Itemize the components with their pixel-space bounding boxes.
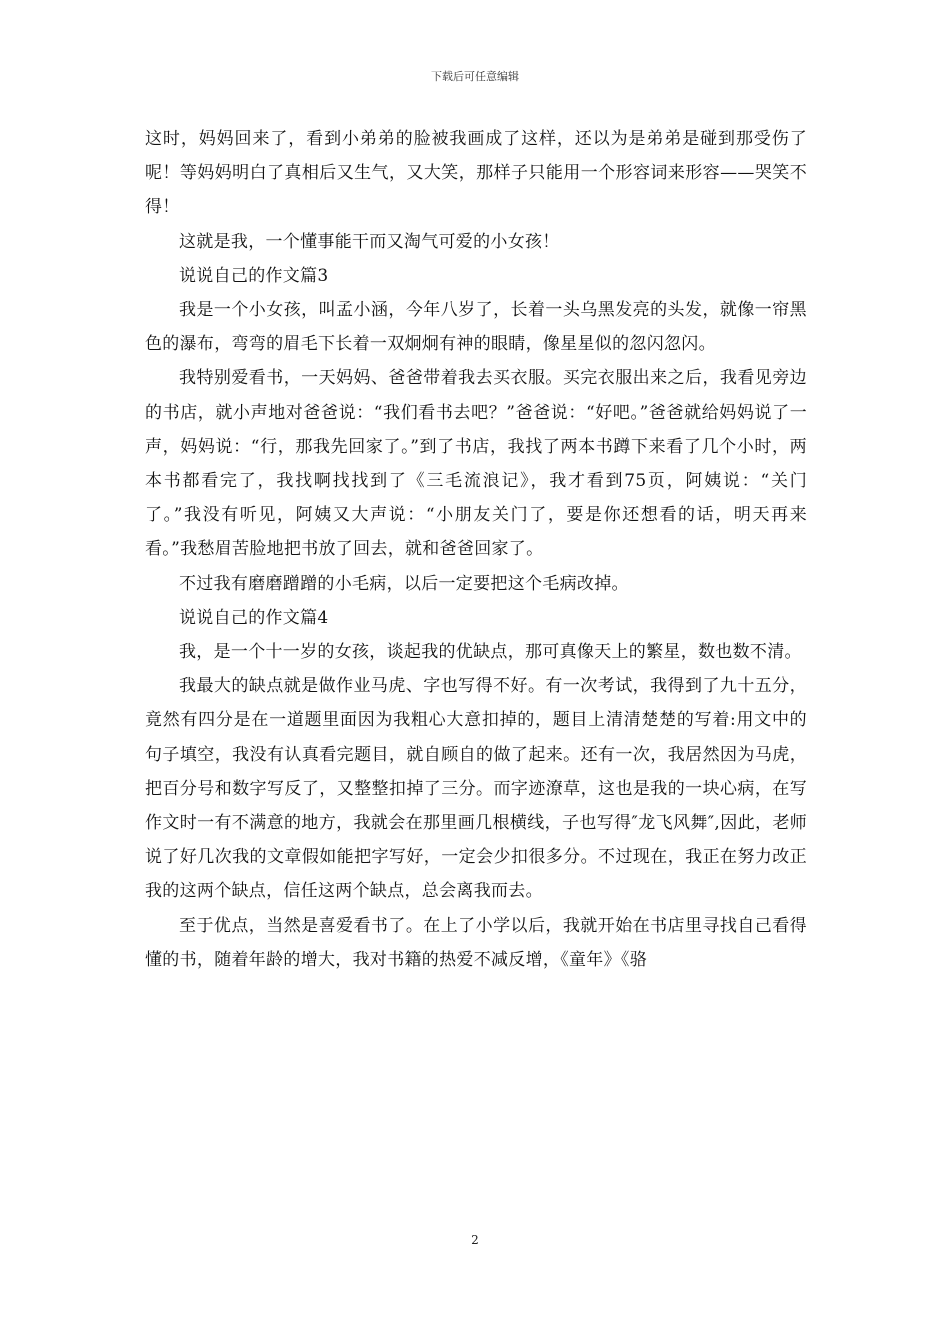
paragraph-7: 我最大的缺点就是做作业马虎、字也写得不好。有一次考试，我得到了九十五分，竟然有四分是在一道题里面因为我粗心大意扣掉的，题目上清清楚楚的写着:用文中的句子填空，我没有认真看完题目，就自顾自的做了起来。还有一次，我居然因为马虎，把百分号和数字写反了，又整整扣掉了三分。而字迹潦草，这也是我的一块心病，在写作文时一有不满意的地方，我就会在那里画几根横线，子也写得″龙飞风舞″,因此，老师说了好几次我的文章假如能把字写好，一定会少扣很多分。不过现在，我正在努力改正我的这两个缺点，信任这两个缺点，总会离我而去。 [145,676,807,902]
paragraph-2: 这就是我，一个懂事能干而又淘气可爱的小女孩！ [179,231,560,252]
paragraph-5: 不过我有磨磨蹭蹭的小毛病，以后一定要把这个毛病改掉。 [179,573,629,594]
page-number: 2 [471,1233,479,1247]
page-header: 下载后可任意编辑 [431,70,519,83]
paragraph-4: 我特别爱看书，一天妈妈、爸爸带着我去买衣服。买完衣服出来之后，我看见旁边的书店，就小声地对爸爸说：“我们看书去吧？”爸爸说：“好吧。”爸爸就给妈妈说了一声，妈妈说：“行，那我先回家了。”到了书店，我找了两本书蹲下来看了几个小时，两本书都看完了，我找啊找找到了《三毛流浪记》，我才看到75页，阿姨说：“关门了。”我没有听见，阿姨又大声说：“小朋友关门了，要是你还想看的话，明天再来看。”我愁眉苦脸地把书放了回去，就和爸爸回家了。 [145,368,807,560]
document-body [145,122,807,977]
section-heading-3: 说说自己的作文篇3 [179,265,329,286]
paragraph-8: 至于优点，当然是喜爱看书了。在上了小学以后，我就开始在书店里寻找自己看得懂的书，随着年龄的增大，我对书籍的热爱不减反增，《童年》《骆 [145,915,807,970]
paragraph-3: 我是一个小女孩，叫孟小涵，今年八岁了，长着一头乌黑发亮的头发，就像一帘黑色的瀑布，弯弯的眉毛下长着一双炯炯有神的眼睛，像星星似的忽闪忽闪。 [145,300,807,355]
section-heading-4: 说说自己的作文篇4 [179,607,329,628]
paragraph-1: 这时，妈妈回来了，看到小弟弟的脸被我画成了这样，还以为是弟弟是碰到那受伤了呢！等妈妈明白了真相后又生气，又大笑，那样子只能用一个形容词来形容——哭笑不得！ [145,129,807,218]
paragraph-6: 我，是一个十一岁的女孩，谈起我的优缺点，那可真像天上的繁星，数也数不清。 [179,642,802,663]
